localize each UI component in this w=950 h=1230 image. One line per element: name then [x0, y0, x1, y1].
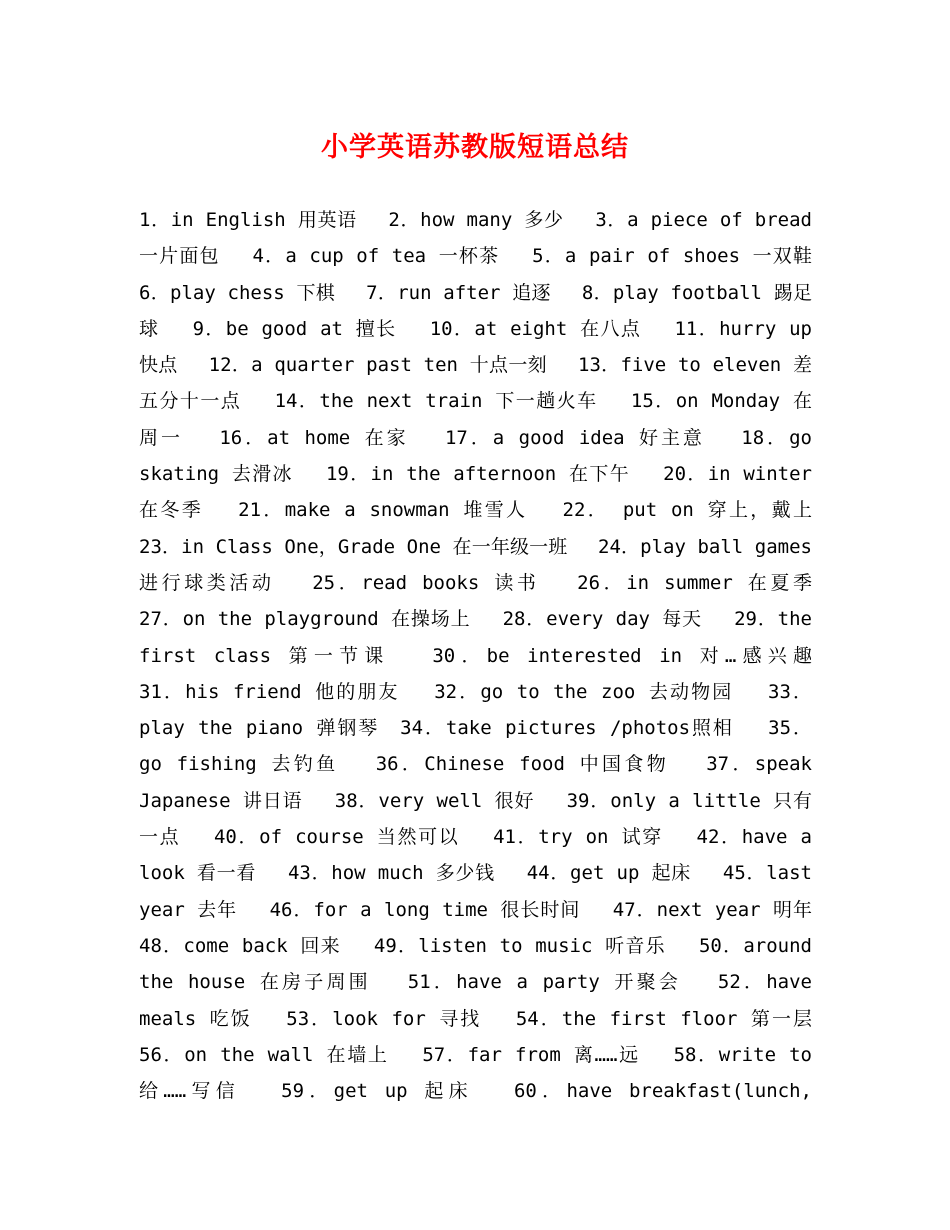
- text-line: 周一 16．at home 在家 17．a good idea 好主意 18．go: [139, 426, 812, 449]
- text-line: 快点 12．a quarter past ten 十点一刻 13．five to eleven 差: [139, 354, 812, 377]
- text-line: 进行球类活动 25．read books 读书 26．in summer 在夏季: [139, 571, 812, 594]
- text-line: 56．on the wall 在墙上 57．far from 离……远 58．write to: [139, 1043, 812, 1066]
- text-line: go fishing 去钓鱼 36．Chinese food 中国食物 37．speak: [139, 753, 812, 776]
- text-line: 一点 40．of course 当然可以 41．try on 试穿 42．have a: [139, 826, 812, 849]
- text-line: first class 第一节课 30．be interested in 对…感兴趣: [139, 644, 812, 667]
- text-line: 1．in English 用英语 2．how many 多少 3．a piece of bread: [139, 209, 812, 231]
- text-line: 在冬季 21．make a snowman 堆雪人 22． put on 穿上，戴上: [139, 499, 812, 522]
- text-line: 给……写信 59．get up 起床 60．have breakfast(lunch,: [139, 1080, 812, 1103]
- text-line: meals 吃饭 53．look for 寻找 54．the first floor 第一层: [139, 1007, 812, 1030]
- text-line: play the piano 弹钢琴 34．take pictures /photos照相 35．: [139, 717, 812, 740]
- text-line: 一片面包 4．a cup of tea 一杯茶 5．a pair of shoes 一双鞋: [139, 245, 812, 268]
- text-line: skating 去滑冰 19．in the afternoon 在下午 20．in winter: [139, 463, 812, 486]
- text-line: year 去年 46．for a long time 很长时间 47．next year 明年: [139, 898, 812, 921]
- document-title: 小学英语苏教版短语总结: [321, 132, 629, 163]
- text-line: 27．on the playground 在操场上 28．every day 每天 29．the: [139, 608, 812, 631]
- text-line: 23．in Class One，Grade One 在一年级一班 24．play ball games: [139, 535, 812, 558]
- text-line: 6．play chess 下棋 7．run after 追逐 8．play football 踢足: [139, 281, 812, 304]
- text-line: 48．come back 回来 49．listen to music 听音乐 50．around: [139, 934, 812, 957]
- phrase-list: [139, 202, 812, 1109]
- text-line: 球 9．be good at 擅长 10．at eight 在八点 11．hurry up: [139, 317, 812, 340]
- text-line: the house 在房子周围 51．have a party 开聚会 52．have: [139, 971, 812, 994]
- text-line: look 看一看 43．how much 多少钱 44．get up 起床 45．last: [139, 862, 812, 885]
- text-line: Japanese 讲日语 38．very well 很好 39．only a little 只有: [139, 789, 812, 812]
- text-line: 31．his friend 他的朋友 32．go to the zoo 去动物园 33．: [139, 680, 812, 703]
- text-line: 五分十一点 14．the next train 下一趟火车 15．on Monday 在: [139, 390, 812, 413]
